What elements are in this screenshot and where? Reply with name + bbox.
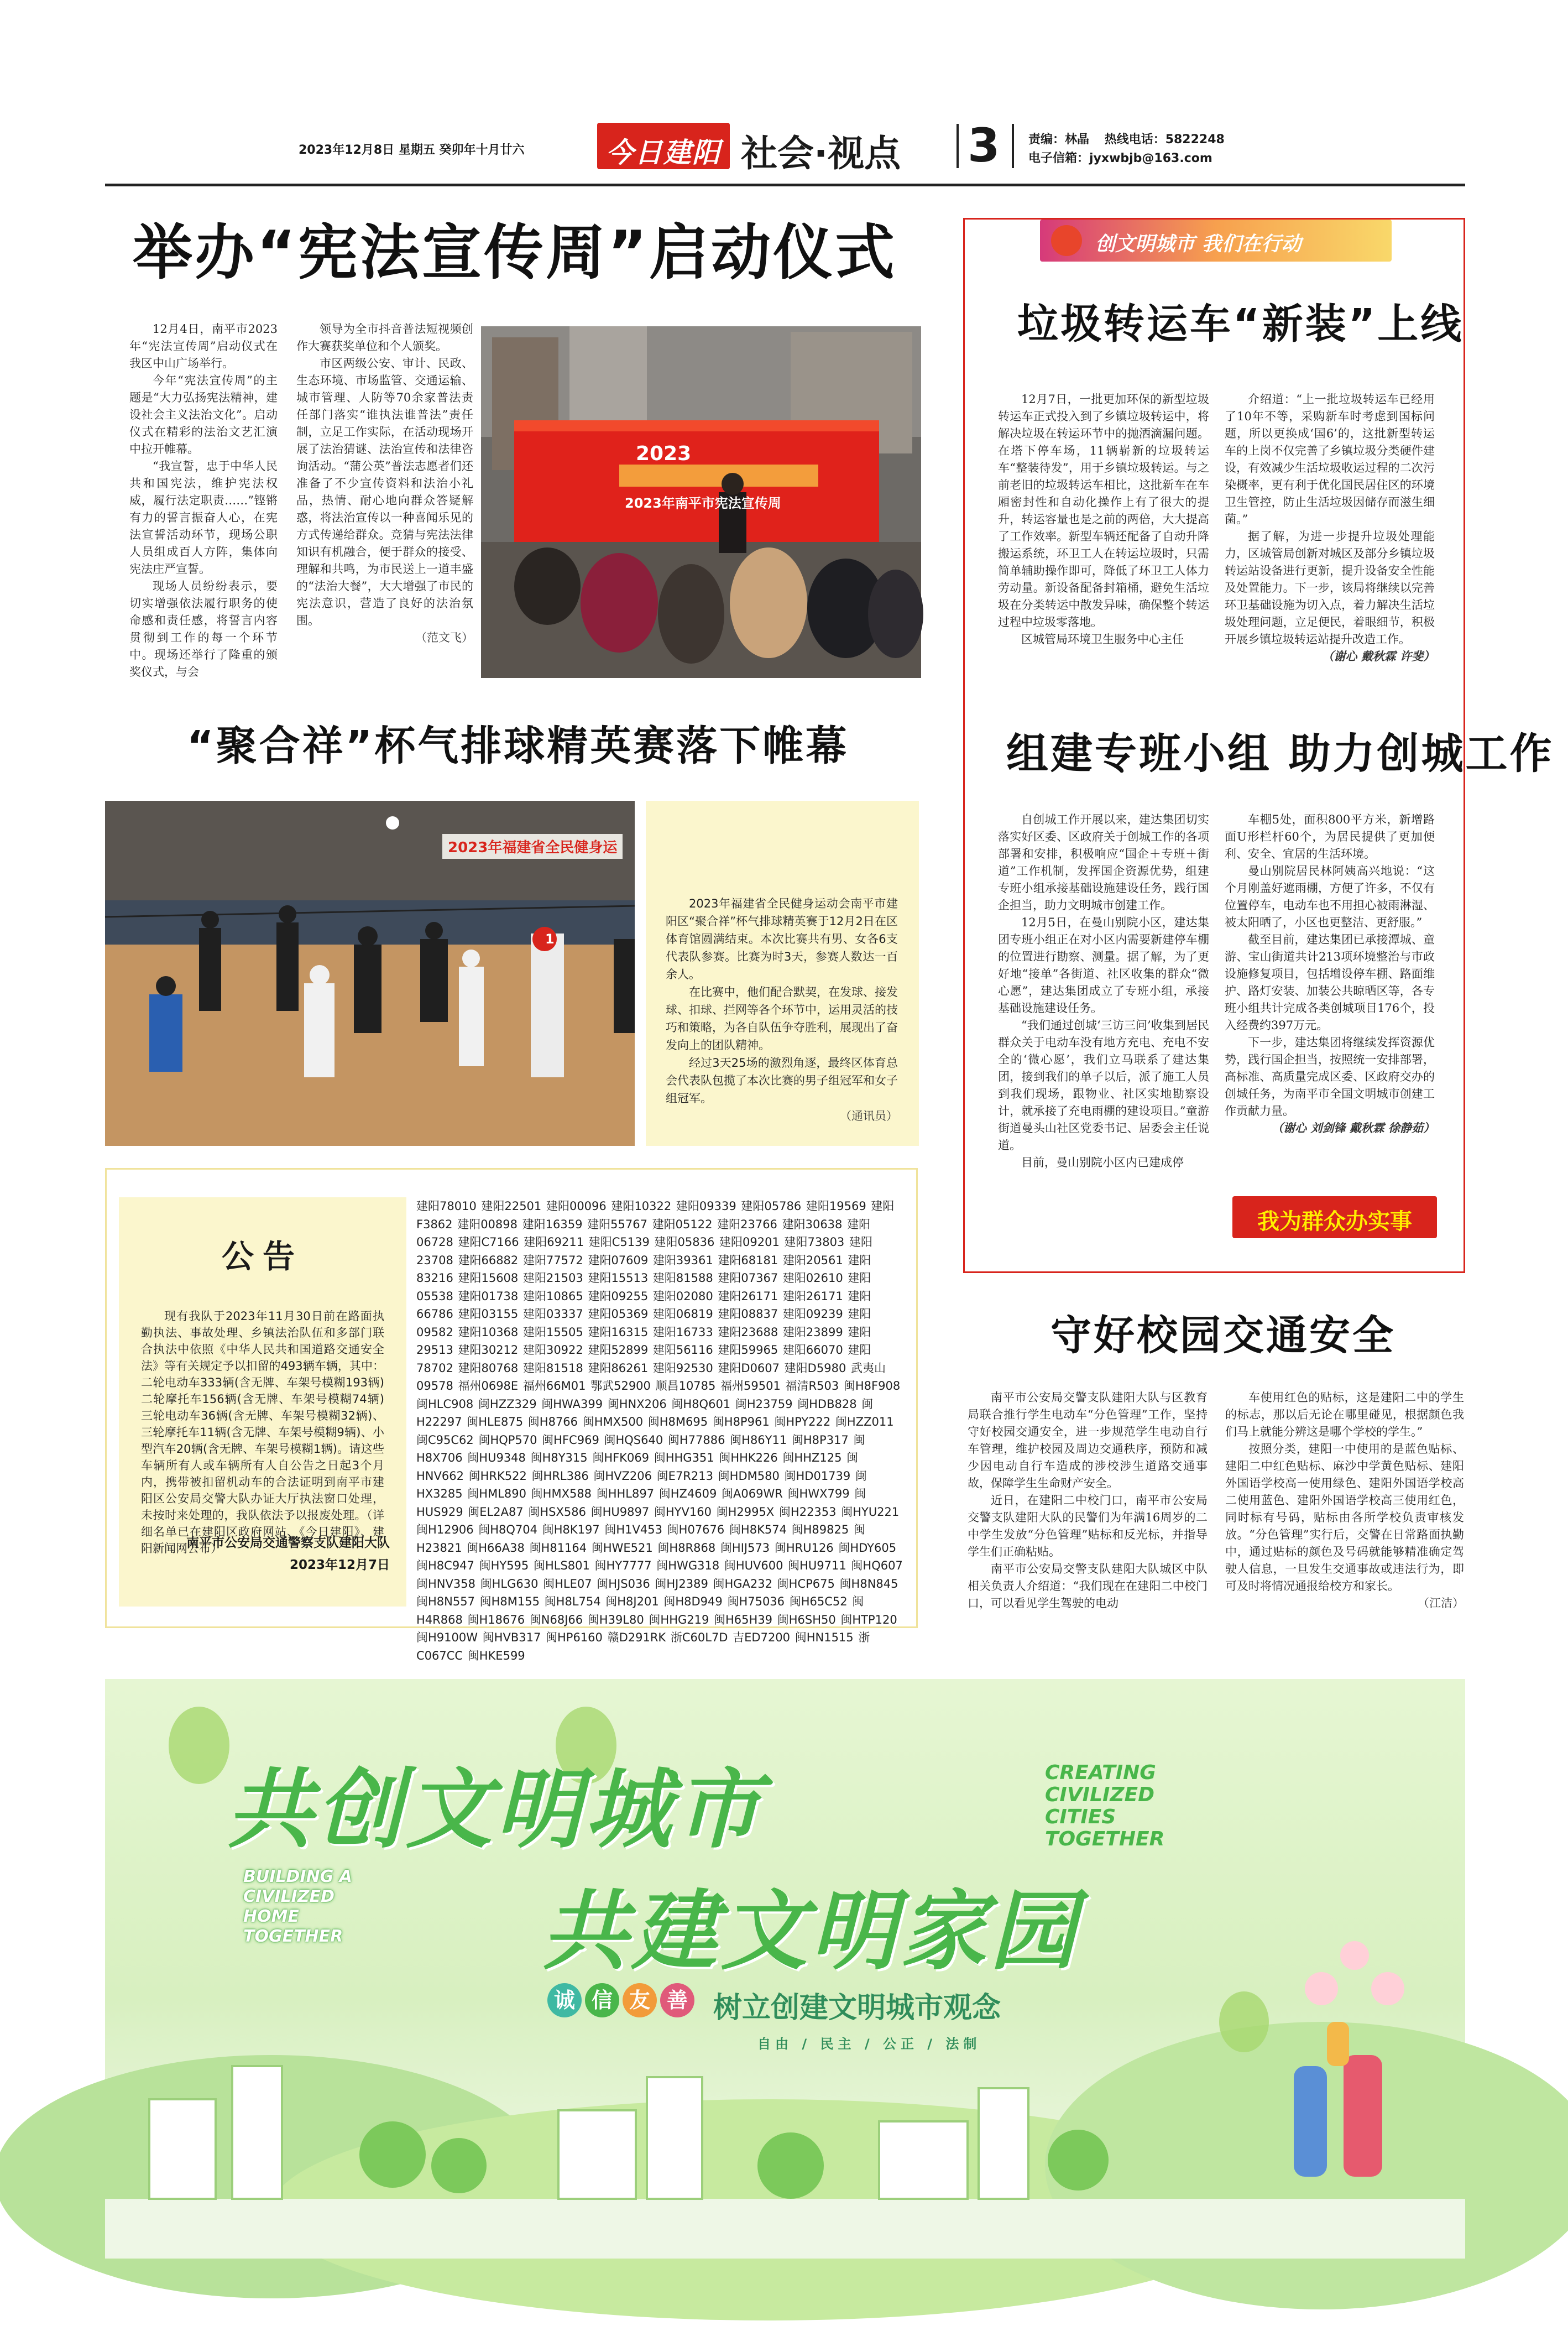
- masthead-rule: [105, 184, 1465, 186]
- paragraph: 按照分类，建阳一中使用的是蓝色贴标、建阳二中红色贴标、麻沙中学黄色贴标、建阳外国语学校高一使用绿色、建阳外国语学校高二使用蓝色、建阳外国语学校高三使用红色，同时标有号码，贴标由各所学校负责审核发放。“分色管理”实行后，交警在日常路面执勤中，通过贴标的颜色及号码就能够精准确定驾驶人信息，一旦发生交通事故或违法行为，即可及时将情况通报给校方和家长。: [1225, 1442, 1464, 1593]
- paragraph: 车棚5处，面积800平方米，新增路面U形栏杆60个，为居民提供了更加便利、安全、宜居的生活环境。: [1225, 813, 1435, 861]
- volleyball-textbox: [646, 801, 919, 1146]
- campus-safety-title: 守好校园交通安全: [1050, 1312, 1395, 1359]
- paragraph: 曼山别院居民林阿姨高兴地说：“这个月刚盖好遮雨棚，方便了许多，不仅有位置停车，电动车也不用担心被雨淋湿、被太阳晒了，小区也更整洁、更舒服。”: [1225, 864, 1435, 929]
- task-force-col2: [1225, 811, 1435, 1137]
- paragraph: 领导为全市抖音普法短视频创作大赛获奖单位和个人颁奖。: [296, 322, 473, 353]
- poster-slogan: 树立创建文明城市观念: [713, 1991, 1001, 2025]
- paragraph: 下一步，建达集团将继续发挥资源优势，践行国企担当，按照统一安排部署，高标准、高质量完成区委、区政府交办的创城任务，为南平市全国文明城市创建工作贡献力量。: [1225, 1036, 1435, 1118]
- garbage-byline: （谢心 戴秋霖 许斐）: [1322, 650, 1435, 663]
- article1-col1: [129, 321, 278, 686]
- paragraph: 截至目前，建达集团已承接潭城、童游、宝山街道共计213项环境整治与市政设施修复项目，包括增设停车棚、路面维护、路灯安装、加装公共晾晒区等，各专班小组共计完成各类创城项目176个，投入经费约397万元。: [1225, 933, 1435, 1032]
- task-force-title: 组建专班小组 助力创城工作: [1006, 729, 1554, 778]
- notice-left-panel: [119, 1197, 406, 1607]
- campus-safety-byline: （江洁）: [1418, 1597, 1464, 1610]
- paper-name: 今日建阳: [606, 136, 721, 169]
- paragraph: 目前，曼山别院小区内已建成停: [1021, 1156, 1184, 1169]
- notice-title: 公告: [221, 1238, 304, 1275]
- campaign-banner: [1040, 220, 1392, 262]
- page-divider: [1012, 124, 1014, 168]
- task-force-byline: （谢心 刘剑锋 戴秋霖 徐静茹）: [1272, 1122, 1435, 1135]
- scoreboard-number: 1: [545, 931, 555, 947]
- gym-banner: 2023年福建省全民健身运: [442, 834, 623, 859]
- article1-col2: [296, 321, 473, 686]
- value-badge: 善: [660, 1983, 694, 2017]
- paragraph: 今年“宪法宣传周”的主题是“大力弘扬宪法精神，建设社会主义法治文化”。启动仪式在精彩的法治文艺汇演中拉开帷幕。: [129, 374, 278, 456]
- garbage-col2: [1225, 391, 1435, 665]
- poster-english2: BUILDING A CIVILIZED HOME TOGETHER: [243, 1867, 352, 1946]
- banner-figure: [1051, 225, 1082, 256]
- paragraph: 介绍道：“上一批垃圾转运车已经用了10年不等，采购新车时考虑到国标问题，所以更换成‘国6’的，这批新型转运车的上岗不仅完善了乡镇垃圾分类硬件建设，有效减少生活垃圾收运过程的二次污染概率，更有利于优化国民居住区的环境卫生管控，防止生活垃圾因储存而滋生细菌。”: [1225, 393, 1435, 526]
- section-name: 社会·视点: [741, 132, 901, 175]
- paragraph: 近日，在建阳二中校门口，南平市公安局交警支队建阳大队的民警们为年满16周岁的二中学生发放“分色管理”贴标和反光标，并指导学生们正确粘贴。: [968, 1494, 1208, 1558]
- volleyball-photo: [105, 801, 635, 1146]
- campus-safety-col2: [1225, 1389, 1464, 1612]
- page-number: 3: [968, 118, 1000, 173]
- stage-year: 2023: [636, 442, 692, 465]
- article1-title: 举办“宪法宣传周”启动仪式: [133, 218, 897, 288]
- paragraph: 区城管局环境卫生服务中心主任: [1021, 633, 1184, 646]
- poster-line2: 共建文明家园: [542, 1881, 1079, 1981]
- article1-byline: （范文飞）: [415, 631, 473, 644]
- paragraph: 2023年福建省全民健身运动会南平市建阳区“聚合祥”杯气排球精英赛于12月2日在区体育馆圆满结束。本次比赛共有男、女各6支代表队参赛。比赛为时3天，参赛人数达一百余人。: [666, 897, 898, 981]
- service-badge-text: 我为群众办实事: [1257, 1209, 1412, 1234]
- paragraph: 12月5日，在曼山别院小区，建达集团专班小组正在对小区内需要新建停车棚的位置进行勘察、测量。据了解，为了更好地“接单”各街道、社区收集的群众“微心愿”，建达集团成立了专班小组，承接基础设施建设任务。: [998, 916, 1209, 1015]
- ceremony-photo: [481, 326, 921, 678]
- paragraph: 在比赛中，他们配合默契，在发球、接发球、扣球、拦网等各个环节中，运用灵活的技巧和策略，为各自队伍争夺胜利，展现出了奋发向上的团队精神。: [666, 985, 898, 1052]
- garbage-col1: [998, 391, 1209, 648]
- campaign-banner-text: 创文明城市 我们在行动: [1095, 233, 1302, 255]
- campus-safety-col1: [968, 1389, 1208, 1612]
- garbage-truck-title: 垃圾转运车“新装”上线: [1017, 300, 1464, 348]
- article2-byline: （通讯员）: [840, 1109, 898, 1123]
- paper-logo: [597, 123, 730, 169]
- stage-banner: 2023年南平市宪法宣传周: [625, 496, 781, 511]
- paragraph: 12月4日，南平市2023年“宪法宣传周”启动仪式在我区中山广场举行。: [129, 322, 278, 370]
- plate-list: 建阳78010 建阳22501 建阳00096 建阳10322 建阳09339 建阳05786 建阳19569 建阳F3862 建阳00898 建阳16359 建阳55767 建阳05122 建阳23766 建阳30638 建阳06728 建阳C7166 建阳69211 建阳C5139 建阳05836 建阳09201 建阳73803 建阳23708 建阳66882 建阳77572 建阳07609 建阳39361 建阳68181 建阳20561 建阳83216 建阳15608 建阳21503 建阳15513 建阳81588 建阳07367 建阳02610 建阳05538 建阳01738 建阳10865 建阳09255 建阳02080 建阳26171 建阳26171 建阳66786 建阳03155 建阳03337 建阳05369 建阳06819 建阳08837 建阳09239 建阳09582 建阳10368 建阳15505 建阳16315 建阳16733 建阳23688 建阳23899 建阳29513 建阳30212 建阳30922 建阳52899 建阳56116 建阳59965 建阳66070 建阳78702 建阳80768 建阳81518 建阳86261 建阳92530 建阳D0607 建阳D5980 武夷山09578 福州0698E 福州66M01 鄂武52900 顺昌10785 福州59501 福清R503 闽H8F908 闽HLC908 闽HZZ329 闽HWA399 闽HNX206 闽H8Q601 闽H23759 闽HDB828 闽H22297 闽HLE875 闽H8766 闽HMX500 闽H8M695 闽H8P961 闽HPY222 闽HZZ011 闽C95C62 闽HQP570 闽HFC969 闽HQS640 闽H77886 闽H86Y11 闽H8P317 闽H8X706 闽HU9348 闽H8Y315 闽HFK069 闽HHG351 闽HHK226 闽HHZ125 闽HNV662 闽HRK522 闽HRL386 闽HVZ206 闽E7R213 闽HDM580 闽HD01739 闽HX3285 闽HML890 闽HMX588 闽HHL897 闽HZ4609 闽A069WR 闽HWX799 闽HUS929 闽EL2A87 闽HSX586 闽HU9897 闽HYV160 闽H2995X 闽H22353 闽HYU221 闽H12906 闽H8Q704 闽H8K197 闽H1V453 闽H07676 闽H8K574 闽H89825 闽H23821 闽H66A38 闽H81164 闽HWE521 闽H8R868 闽HIJ573 闽HRU126 闽HDY605 闽H8C947 闽HY595 闽HLS801 闽HY7777 闽HWG318 闽HUV600 闽HU9711 闽HQ607 闽HNV358 闽HLG630 闽HLE07 闽HJS036 闽HJ2389 闽HGA232 闽HCP675 闽H8N845 闽H8N557 闽H8M155 闽H8L754 闽H8J201 闽H8D949 闽H75036 闽H65C52 闽H4R868 闽H18676 闽N68J66 闽H39L80 闽HHG219 闽H65H39 闽H6SH50 闽HTP120 闽H9100W 闽HVB317 闽HP6160 赣D291RK 浙C60L7D 吉ED7200 闽HN1515 浙C067CC 闽HKE599: [416, 1200, 903, 1662]
- poster-english1: CREATING CIVILIZED CITIES TOGETHER: [1045, 1761, 1165, 1850]
- hotline: 热线电话：5822248: [1104, 133, 1225, 147]
- civilization-poster: [105, 1679, 1465, 2259]
- masthead: [105, 118, 1465, 185]
- volleyball-body: [666, 895, 898, 1125]
- editor-name: 责编：林晶: [1028, 133, 1090, 147]
- task-force-col1: [998, 811, 1209, 1171]
- paragraph: “我们通过创城‘三访三问’收集到居民群众关于电动车没有地方充电、充电不安全的‘微心愿’，我们立马联系了建达集团，接到我们的单子以后，派了施工人员到我们现场，跟物业、社区实地勘察设计，就承接了充电雨棚的建设项目。”童游街道曼头山社区党委书记、居委会主任说道。: [998, 1019, 1209, 1152]
- section-divider: [957, 124, 959, 168]
- notice-date: 2023年12月7日: [289, 1558, 390, 1572]
- paragraph: 自创城工作开展以来，建达集团切实落实好区委、区政府关于创城工作的各项部署和安排，积极响应“国企＋专班＋街道”工作机制，发挥国企资源优势，组建专班小组承接基础设施建设任务，践行国企担当，助力文明城市创建工作。: [998, 813, 1209, 912]
- notice-box: [105, 1168, 918, 1662]
- value-badge: 信: [585, 1983, 619, 2017]
- notice-body: 现有我队于2023年11月30日前在路面执勤执法、事故处理、乡镇法治队伍和多部门联合执法中依照《中华人民共和国道路交通安全法》等有关规定予以扣留的493辆车辆，其中：二轮电动车333辆(含无牌、车架号模糊193辆)二轮摩托车156辆(含无牌、车架号模糊74辆)三轮电动车36辆(含无牌、车架号模糊32辆)、三轮摩托车11辆(含无牌、车架号模糊9辆)、小型汽车20辆(含无牌、车架号模糊1辆)。请这些车辆所有人或车辆所有人自公告之日起3个月内，携带被扣留机动车的合法证明到南平市建阳区公安局交警大队办证大厅执法窗口处理，未按时来处理的，我队依法予以报废处理。（详细名单已在建阳区政府网站、《今日建阳》、建阳新闻网公布）: [141, 1310, 384, 1555]
- paragraph: 南平市公安局交警支队建阳大队城区中队相关负责人介绍道：“我们现在在建阳二中校门口，可以看见学生驾驶的电动: [968, 1562, 1208, 1610]
- paragraph: 据了解，为进一步提升垃圾处理能力，区城管局创新对城区及部分乡镇垃圾转运站设备进行更新，提升设备安全性能及处置能力。下一步，该局将继续以完善环卫基础设施为切入点，着力解决生活垃圾处理问题，立足便民，着眼细节，积极开展乡镇垃圾转运站提升改造工作。: [1225, 530, 1435, 646]
- article2-title: “聚合祥”杯气排球精英赛落下帷幕: [187, 722, 849, 770]
- notice-signer: 南平市公安局交通警察支队建阳大队: [186, 1536, 390, 1550]
- value-badge: 诚: [547, 1983, 582, 2017]
- paragraph: 现场人员纷纷表示，要切实增强依法履行职务的使命感和责任感，将誓言内容贯彻到工作的每一个环节中。现场还举行了隆重的颁奖仪式，与会: [129, 580, 278, 679]
- editor-info: [1028, 131, 1225, 168]
- service-badge: [1232, 1196, 1437, 1238]
- civilized-city-box: [963, 218, 1554, 1273]
- issue-date: 2023年12月8日 星期五 癸卯年十月廿六: [299, 143, 525, 157]
- paragraph: 12月7日，一批更加环保的新型垃圾转运车正式投入到了乡镇垃圾转运中，将解决垃圾在转运环节中的抛洒滴漏问题。在塔下停车场，11辆崭新的垃圾转运车“整装待发”，用于乡镇垃圾转运。与之前老旧的垃圾转运车相比，这批新车在车厢密封性和自动化操作上有了很大的提升，转运容量也是之前的两倍，大大提高了工作效率。新型车辆还配备了自动升降搬运系统，环卫工人在转运垃圾时，只需简单辅助操作即可，降低了环卫工人体力劳动量。新设备配备封箱桶，避免生活垃圾在分类转运中散发异味，确保整个转运过程中垃圾零落地。: [998, 393, 1209, 629]
- paragraph: “我宣誓，忠于中华人民共和国宪法，维护宪法权威，履行法定职责……”铿锵有力的誓言振奋人心，在宪法宣誓活动环节，现场公职人员组成百人方阵，集体向宪法庄严宣誓。: [129, 460, 278, 576]
- value-badge: 友: [623, 1983, 657, 2017]
- paragraph: 市区两级公安、审计、民政、生态环境、市场监管、交通运输、城市管理、人防等70余家普法责任部门落实“谁执法谁普法”责任制，立足工作实际，在活动现场开展了法治猜谜、法治宣传和法律咨询活动。“蒲公英”普法志愿者们还准备了不少宣传资料和法治小礼品，热情、耐心地向群众答疑解惑，将法治宣传以一种喜闻乐见的方式传递给群众。竞猜与宪法法律知识有机融合，便于群众的接受、理解和共鸣，为市民送上一道丰盛的“法治大餐”，大大增强了市民的宪法意识，营造了良好的法治氛围。: [296, 357, 473, 627]
- paragraph: 经过3天25场的激烈角逐，最终区体育总会代表队包揽了本次比赛的男子组冠军和女子组冠军。: [666, 1056, 898, 1105]
- poster-subline: 自由 / 民主 / 公正 / 法制: [757, 2036, 981, 2052]
- paragraph: 南平市公安局交警支队建阳大队与区教育局联合推行学生电动车“分色管理”工作，坚持守好校园交通安全，进一步规范学生电动自行车管理，维护校园及周边交通秩序，预防和减少因电动自行车造成的涉校涉生道路交通事故，保障学生生命财产安全。: [968, 1391, 1208, 1490]
- email: 电子信箱：jyxwbjb@163.com: [1028, 152, 1212, 165]
- paragraph: 车使用红色的贴标，这是建阳二中的学生的标志，那以后无论在哪里碰见，根据颜色我们马上就能分辨这是哪个学校的学生。”: [1225, 1391, 1464, 1438]
- poster-line1: 共创文明城市: [227, 1759, 764, 1860]
